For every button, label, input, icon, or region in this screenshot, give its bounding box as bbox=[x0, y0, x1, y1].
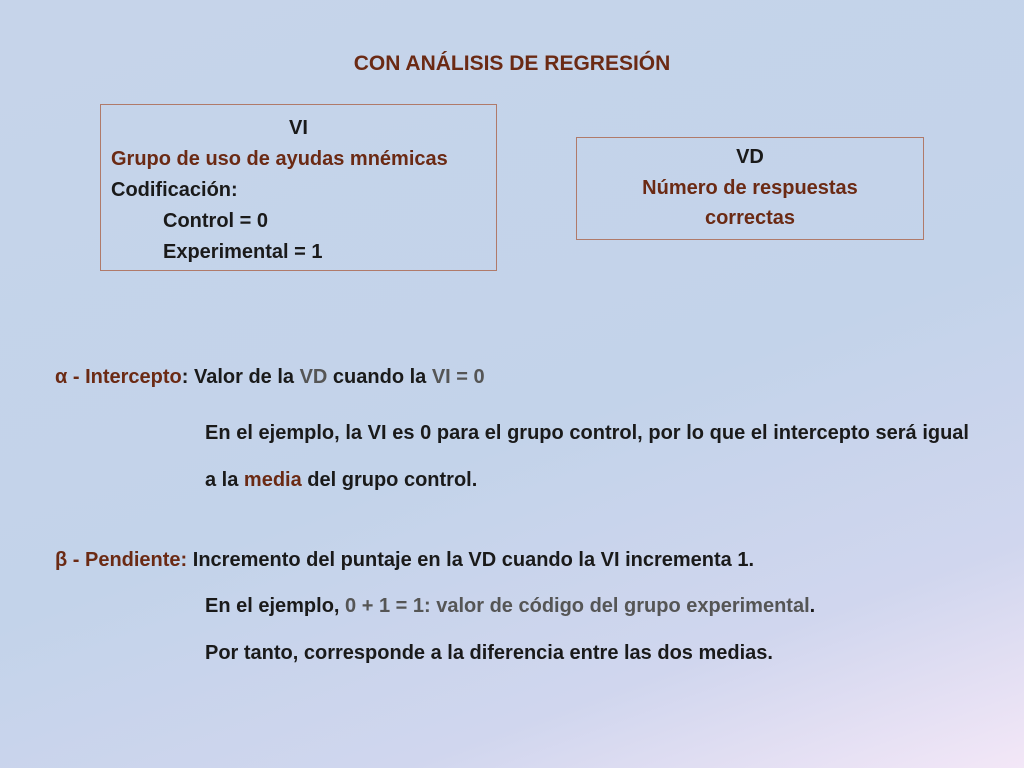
vd-label: VD bbox=[736, 146, 764, 168]
alpha-def-vd: VD bbox=[299, 366, 328, 388]
alpha-example-b: del grupo control. bbox=[301, 469, 478, 491]
beta-conclusion: Por tanto, corresponde a la diferencia entre las dos medias. bbox=[205, 642, 773, 664]
slide-title: CON ANÁLISIS DE REGRESIÓN bbox=[353, 52, 671, 75]
vi-experimental-code: Experimental = 1 bbox=[163, 241, 323, 263]
beta-term: β - Pendiente: bbox=[55, 549, 188, 571]
beta-def: Incremento del puntaje en la VD cuando la VI incrementa 1. bbox=[187, 549, 755, 571]
beta-example bbox=[205, 594, 965, 618]
alpha-def-vi: VI = 0 bbox=[431, 366, 485, 388]
alpha-term: α - Intercepto bbox=[55, 366, 182, 388]
alpha-example bbox=[205, 410, 969, 504]
beta-example-a: En el ejemplo, bbox=[205, 595, 346, 617]
vi-box bbox=[100, 104, 497, 271]
vd-box bbox=[576, 137, 924, 240]
vi-label: VI bbox=[289, 117, 308, 139]
alpha-example-media: media bbox=[243, 469, 302, 491]
alpha-def-a: : Valor de la bbox=[181, 366, 300, 388]
vi-coding-label: Codificación: bbox=[111, 179, 238, 201]
alpha-definition bbox=[55, 365, 955, 389]
beta-example-b: . bbox=[809, 595, 816, 617]
beta-example-code: 0 + 1 = 1: valor de código del grupo experimental bbox=[345, 595, 810, 617]
vd-name: Número de respuestas correctas bbox=[642, 177, 858, 229]
alpha-def-b: cuando la bbox=[327, 366, 432, 388]
vi-name: Grupo de uso de ayudas mnémicas bbox=[111, 148, 448, 170]
alpha-example-a: En el ejemplo, la VI es 0 para el grupo control, por lo que el intercepto será igual a la bbox=[205, 422, 969, 491]
vi-control-code: Control = 0 bbox=[163, 210, 269, 232]
beta-definition bbox=[55, 548, 955, 572]
